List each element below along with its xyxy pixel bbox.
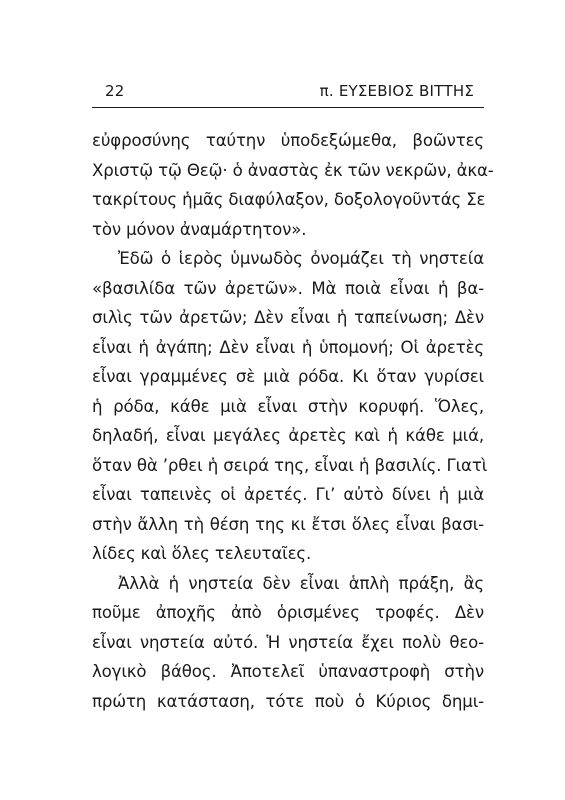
text-line: ποῦμε ἀποχῆς ἀπὸ ὁρισμένες τροφές. Δὲν	[92, 603, 484, 622]
text-line: εἶναι νηστεία αὐτό. Ἡ νηστεία ἔχει πολὺ θεο-	[92, 632, 484, 652]
text-line: ἡ ρόδα, κάθε μιὰ εἶναι στὴν κορυφή. Ὅλες,	[92, 396, 484, 416]
text-line: εὐφροσύνης ταύτην ὑποδεξώμεθα, βοῶντες	[92, 131, 484, 150]
running-header	[105, 80, 474, 102]
text-line: εἶναι ταπεινὲς οἱ ἀρετές. Γι’ αὐτὸ δίνει ἡ μιὰ	[92, 485, 484, 504]
text-line: τὸν μόνον ἀναμάρτητον».	[92, 219, 307, 239]
text-line: τακρίτους ἡμᾶς διαφύλαξον, δοξολογοῦντάς Σε	[92, 190, 486, 209]
page-number: 22	[105, 82, 125, 100]
text-line: ὅταν θὰ ’ρθει ἡ σειρά της, εἶναι ἡ βασιλίς. Γιατὶ	[92, 455, 488, 475]
header-rule	[92, 107, 484, 108]
text-line: Χριστῷ τῷ Θεῷ· ὁ ἀναστὰς ἐκ τῶν νεκρῶν, ἀκα-	[92, 160, 494, 180]
text-line: «βασιλίδα τῶν ἀρετῶν». Μὰ ποιὰ εἶναι ἡ βα-	[92, 278, 484, 298]
text-line: λίδες καὶ ὅλες τελευταῖες.	[92, 544, 312, 563]
body-text	[92, 126, 494, 716]
text-line: δηλαδή, εἶναι μεγάλες ἀρετὲς καὶ ἡ κάθε μιά,	[92, 426, 484, 445]
text-line: στὴν ἄλλη τὴ θέση της κι ἔτσι ὅλες εἶναι βασι-	[92, 514, 484, 534]
running-title: π. ΕΥΣΕΒΙΟΣ ΒΙΤΤΗΣ	[319, 82, 474, 100]
text-line: λογικὸ βάθος. Ἀποτελεῖ ὑπαναστροφὴ στὴν	[92, 662, 484, 681]
text-line: Ἐδῶ ὁ ἱερὸς ὑμνωδὸς ὀνομάζει τὴ νηστεία	[118, 249, 484, 268]
text-line: εἶναι ἡ ἀγάπη; Δὲν εἶναι ἡ ὑπομονή; Οἱ ἀρετὲς	[92, 337, 484, 357]
text-line: σιλὶς τῶν ἀρετῶν; Δὲν εἶναι ἡ ταπείνωση; Δὲν	[92, 308, 484, 327]
text-line: Ἀλλὰ ἡ νηστεία δὲν εἶναι ἁπλὴ πράξη, ἂς	[118, 573, 484, 593]
text-line: πρώτη κατάσταση, τότε ποὺ ὁ Κύριος δημι-	[92, 691, 484, 711]
text-line: εἶναι γραμμένες σὲ μιὰ ρόδα. Κι ὅταν γυρίσει	[92, 367, 484, 386]
